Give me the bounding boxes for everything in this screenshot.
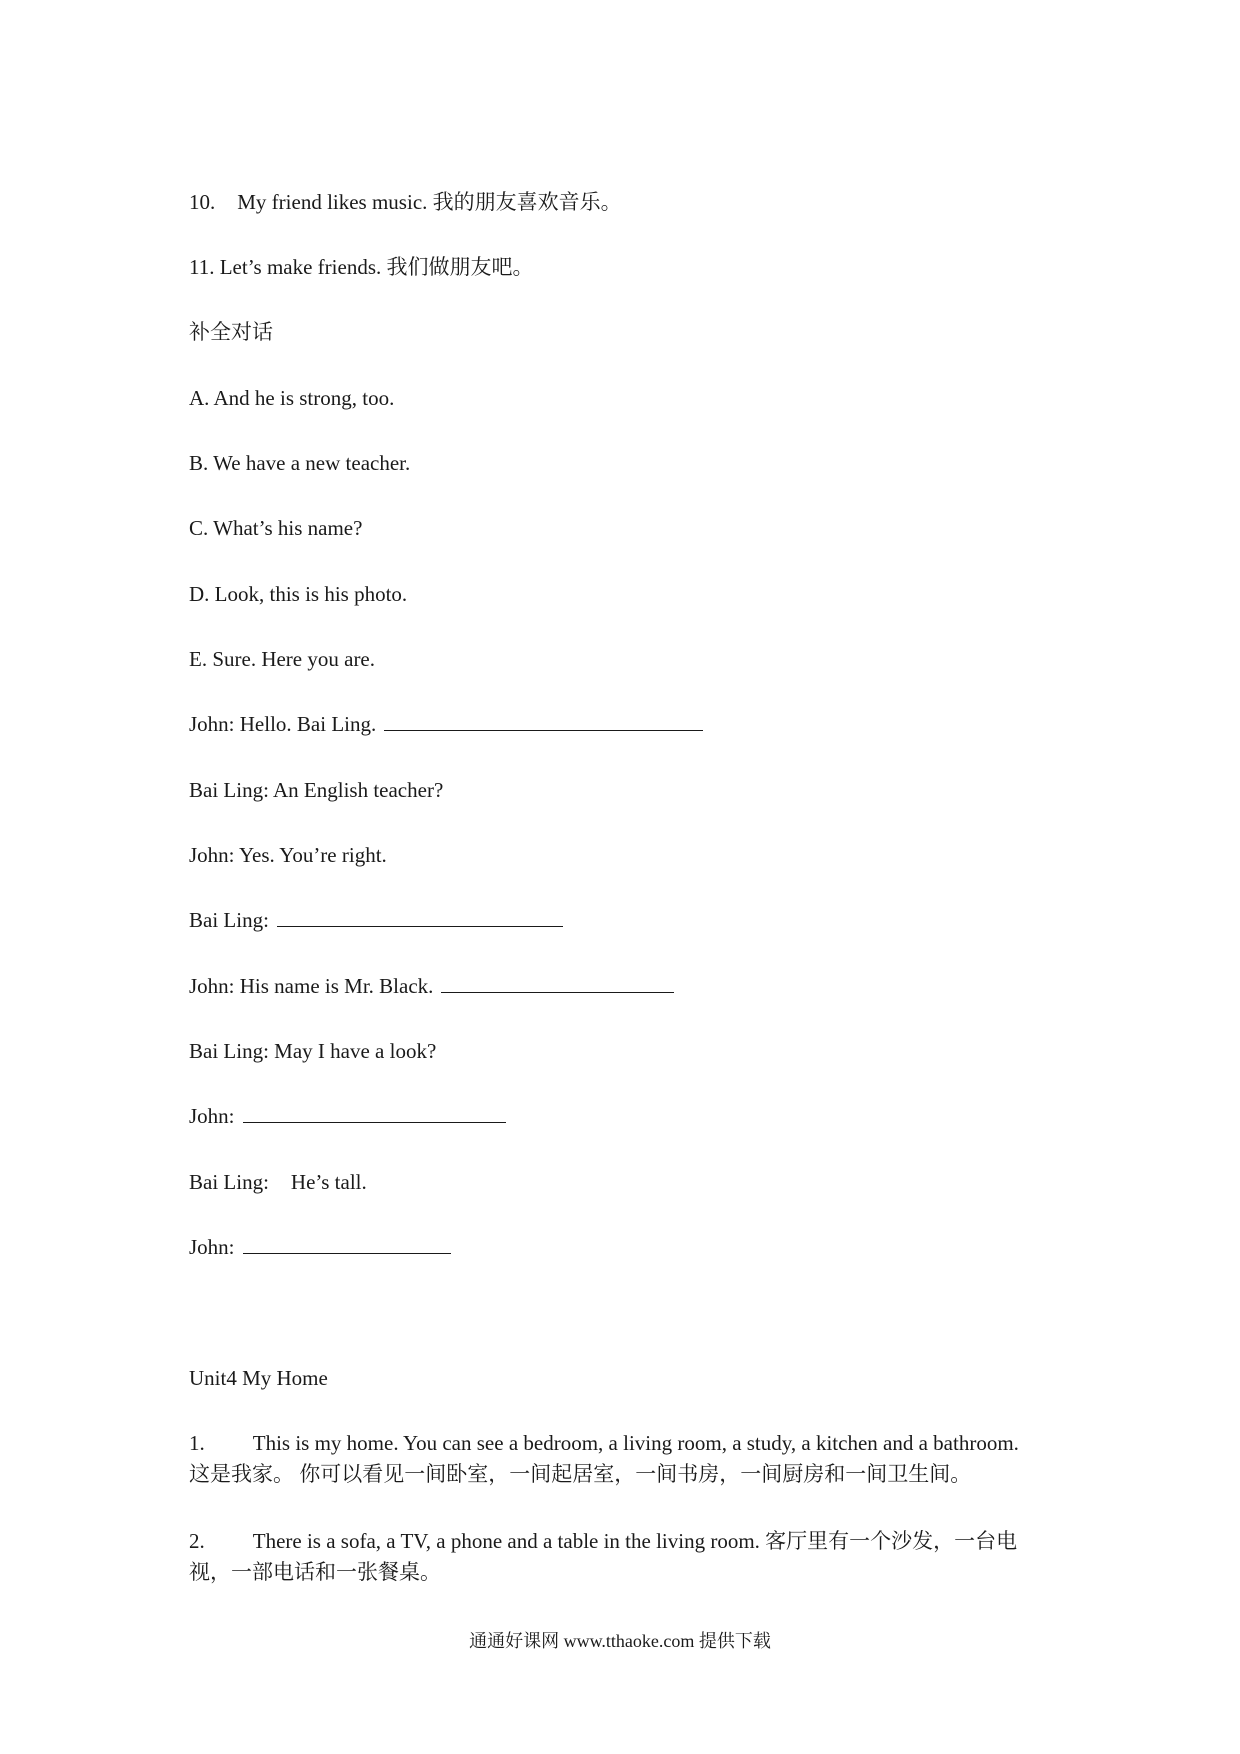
option-e: E. Sure. Here you are.	[189, 647, 376, 671]
answer-blank[interactable]	[243, 1104, 506, 1123]
dialogue-text: He’s tall.	[290, 1170, 367, 1194]
dialogue-line-6: Bai Ling: May I have a look?	[189, 1039, 437, 1063]
dialogue-speaker: Bai Ling:	[189, 1170, 269, 1194]
dialogue-text: John:	[189, 1104, 235, 1128]
item-number: 1.	[189, 1431, 205, 1455]
line-10	[189, 189, 622, 215]
dialogue-line-5	[189, 973, 674, 999]
dialogue-line-8	[189, 1169, 367, 1195]
line-11: 11. Let’s make friends. 我们做朋友吧。	[189, 255, 534, 279]
dialogue-text: John:	[189, 1235, 235, 1259]
answer-blank[interactable]	[441, 974, 674, 993]
option-a: A. And he is strong, too.	[189, 386, 395, 410]
unit-item-1	[189, 1430, 1019, 1456]
dialogue-line-2: Bai Ling: An English teacher?	[189, 778, 444, 802]
dialogue-line-7	[189, 1103, 506, 1129]
dialogue-line-3: John: Yes. You’re right.	[189, 843, 387, 867]
sentence-text: My friend likes music. 我的朋友喜欢音乐。	[237, 190, 622, 214]
dialogue-text: John: His name is Mr. Black.	[189, 974, 434, 998]
item-number: 10.	[189, 190, 216, 214]
sentence-text: This is my home. You can see a bedroom, a living room, a study, a kitchen and a bathroom.	[252, 1431, 1019, 1455]
unit-item-1-translation: 这是我家。 你可以看见一间卧室，一间起居室，一间书房，一间厨房和一间卫生间。	[189, 1462, 972, 1486]
unit-item-2-translation: 视，一部电话和一张餐桌。	[189, 1560, 441, 1584]
section-heading: 补全对话	[189, 320, 273, 344]
dialogue-line-4	[189, 907, 563, 933]
option-d: D. Look, this is his photo.	[189, 582, 408, 606]
answer-blank[interactable]	[277, 908, 563, 927]
dialogue-text: John: Hello. Bai Ling.	[189, 712, 377, 736]
dialogue-text: Bai Ling:	[189, 908, 269, 932]
dialogue-line-1	[189, 711, 703, 737]
answer-blank[interactable]	[384, 712, 703, 731]
item-number: 2.	[189, 1529, 205, 1553]
sentence-text: There is a sofa, a TV, a phone and a table in the living room. 客厅里有一个沙发，一台电	[252, 1529, 1018, 1553]
unit-item-2	[189, 1528, 1017, 1554]
option-c: C. What’s his name?	[189, 516, 363, 540]
dialogue-line-9	[189, 1234, 451, 1260]
unit-title: Unit4 My Home	[189, 1366, 328, 1390]
answer-blank[interactable]	[243, 1235, 451, 1254]
option-b: B. We have a new teacher.	[189, 451, 411, 475]
page-footer: 通通好课网 www.tthaoke.com 提供下载	[469, 1631, 771, 1651]
